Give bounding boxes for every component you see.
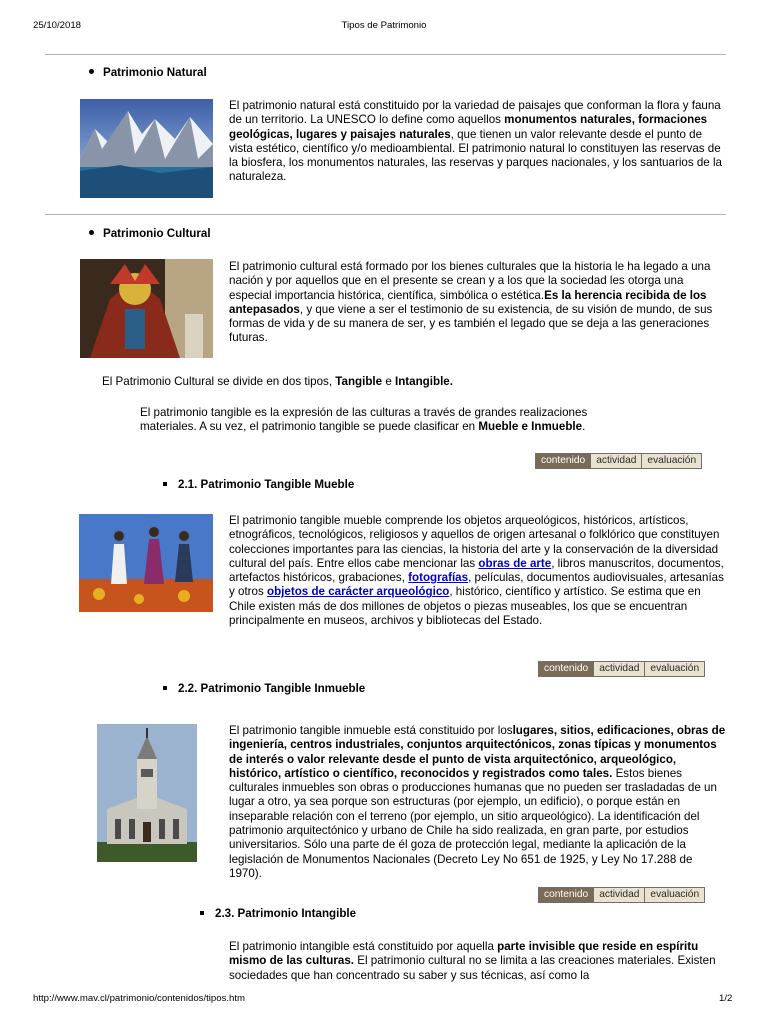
image-dancers bbox=[79, 514, 213, 612]
tab-contenido[interactable]: contenido bbox=[539, 662, 594, 676]
tab-bar bbox=[538, 887, 705, 903]
tab-evaluacion[interactable]: evaluación bbox=[642, 454, 701, 468]
divider bbox=[45, 214, 726, 215]
divider bbox=[45, 54, 726, 55]
image-festival-mask bbox=[80, 259, 213, 358]
tangible-text: El patrimonio tangible es la expresión de las culturas a través de grandes realizaciones materiales. A su vez, el patrimonio tangible se puede clasificar en Mueble e Inmueble. bbox=[140, 406, 588, 434]
intangible-text: El patrimonio intangible está constituido por aquella parte invisible que reside en espíritu mismo de las culturas. El patrimonio cultural no se limita a las creaciones materiales. Existen sociedades que han concentrado su saber y sus técnicas, así como la bbox=[229, 940, 716, 982]
natural-text: El patrimonio natural está constituido por la variedad de paisajes que conforman la flora y fauna de un territorio. La UNESCO lo define como aquellos monumentos naturales, formaciones geológicas, lugares y paisajes naturales, que tienen un valor relevante desde el punto de vista estético, científico y/o medioambiental. El patrimonio natural lo constituyen las reservas de la biosfera, los monumentos naturales, las reservas y parques nacionales, y los santuarios de la naturaleza. bbox=[229, 99, 722, 184]
tab-actividad[interactable]: actividad bbox=[594, 888, 645, 902]
tab-bar bbox=[535, 453, 702, 469]
section-heading-inmueble: 2.2. Patrimonio Tangible Inmueble bbox=[163, 682, 365, 696]
tab-bar bbox=[538, 661, 705, 677]
section-heading-mueble: 2.1. Patrimonio Tangible Mueble bbox=[163, 478, 354, 492]
tab-actividad[interactable]: actividad bbox=[594, 662, 645, 676]
bullet-icon bbox=[89, 69, 94, 74]
bullet-icon bbox=[200, 911, 204, 915]
footer-url[interactable]: http://www.mav.cl/patrimonio/contenidos/tipos.htm bbox=[33, 993, 246, 1004]
link-objetos-arqueologicos[interactable]: objetos de carácter arqueológico bbox=[267, 585, 450, 599]
page-number: 1/2 bbox=[719, 993, 733, 1004]
bullet-icon bbox=[89, 230, 94, 235]
bullet-icon bbox=[163, 686, 167, 690]
cultural-division-text: El Patrimonio Cultural se divide en dos tipos, Tangible e Intangible. bbox=[102, 375, 453, 388]
tab-actividad[interactable]: actividad bbox=[591, 454, 642, 468]
inmueble-text: El patrimonio tangible inmueble está constituido por loslugares, sitios, edificaciones, obras de ingeniería, centros industriales, conjuntos arquitectónicos, zonas típicas y monumentos de interés o valor relevante desde el punto de vista arquitectónico, arqueológico, histórico, artístico o científico, reconocidos y registrados como tales. Estos bienes culturales inmuebles son obras o producciones humanas que no pueden ser trasladadas de un lugar a otro, ya sea porque son estructuras (por ejemplo, un edificio), o porque están en inseparable relación con el terreno (por ejemplo, un sitio arqueológico). La identificación del patrimonio arquitectónico y urbano de Chile ha sido realizada, en gran parte, por estudios universitarios. Sólo una parte de él goza de protección legal, mediante la aplicación de la legislación de Monumentos Nacionales (Decreto Ley No 651 de 1925, y Ley No 17.288 de 1970). bbox=[229, 724, 726, 880]
cultural-text: El patrimonio cultural está formado por los bienes culturales que la historia le ha legado a una nación y por aquellos que en el presente se crean y a los que la sociedad les otorga una especial importancia histórica, científica, simbólica o estética.Es la herencia recibida de los antepasados, y que viene a ser el testimonio de su existencia, de su visión de mundo, de sus formas de vida y de su manera de ser, y es también el legado que se deja a las generaciones futuras. bbox=[229, 260, 713, 345]
mueble-text: El patrimonio tangible mueble comprende los objetos arqueológicos, históricos, artísticos, etnográficos, tecnológicos, religiosos y aquellos de origen artesanal o folklórico que constituyen colecciones importantes para las ciencias, la historia del arte y la conservación de la diversidad cultural del país. Entre ellos cabe mencionar las obras de arte, libros manuscritos, documentos, artefactos históricos, grabaciones, fotografías, películas, documentos audiovisuales, artesanías y otros objetos de carácter arqueológico, histórico, científico y artístico. Se estima que en Chile existen más de dos millones de objetos o piezas museables, los que se encuentran principalmente en museos, archivos y bibliotecas del Estado. bbox=[229, 514, 724, 628]
image-church bbox=[97, 724, 197, 862]
page-title: Tipos de Patrimonio bbox=[341, 20, 427, 31]
tab-evaluacion[interactable]: evaluación bbox=[645, 662, 704, 676]
section-heading-intangible: 2.3. Patrimonio Intangible bbox=[200, 907, 356, 921]
tab-contenido[interactable]: contenido bbox=[539, 888, 594, 902]
section-heading-cultural: Patrimonio Cultural bbox=[89, 227, 211, 241]
image-mountains bbox=[80, 99, 213, 198]
tab-evaluacion[interactable]: evaluación bbox=[645, 888, 704, 902]
bullet-icon bbox=[163, 482, 167, 486]
print-date: 25/10/2018 bbox=[33, 20, 82, 31]
tab-contenido[interactable]: contenido bbox=[536, 454, 591, 468]
link-obras-de-arte[interactable]: obras de arte bbox=[478, 556, 552, 570]
section-heading-natural: Patrimonio Natural bbox=[89, 66, 207, 80]
link-fotografias[interactable]: fotografías bbox=[408, 571, 469, 585]
